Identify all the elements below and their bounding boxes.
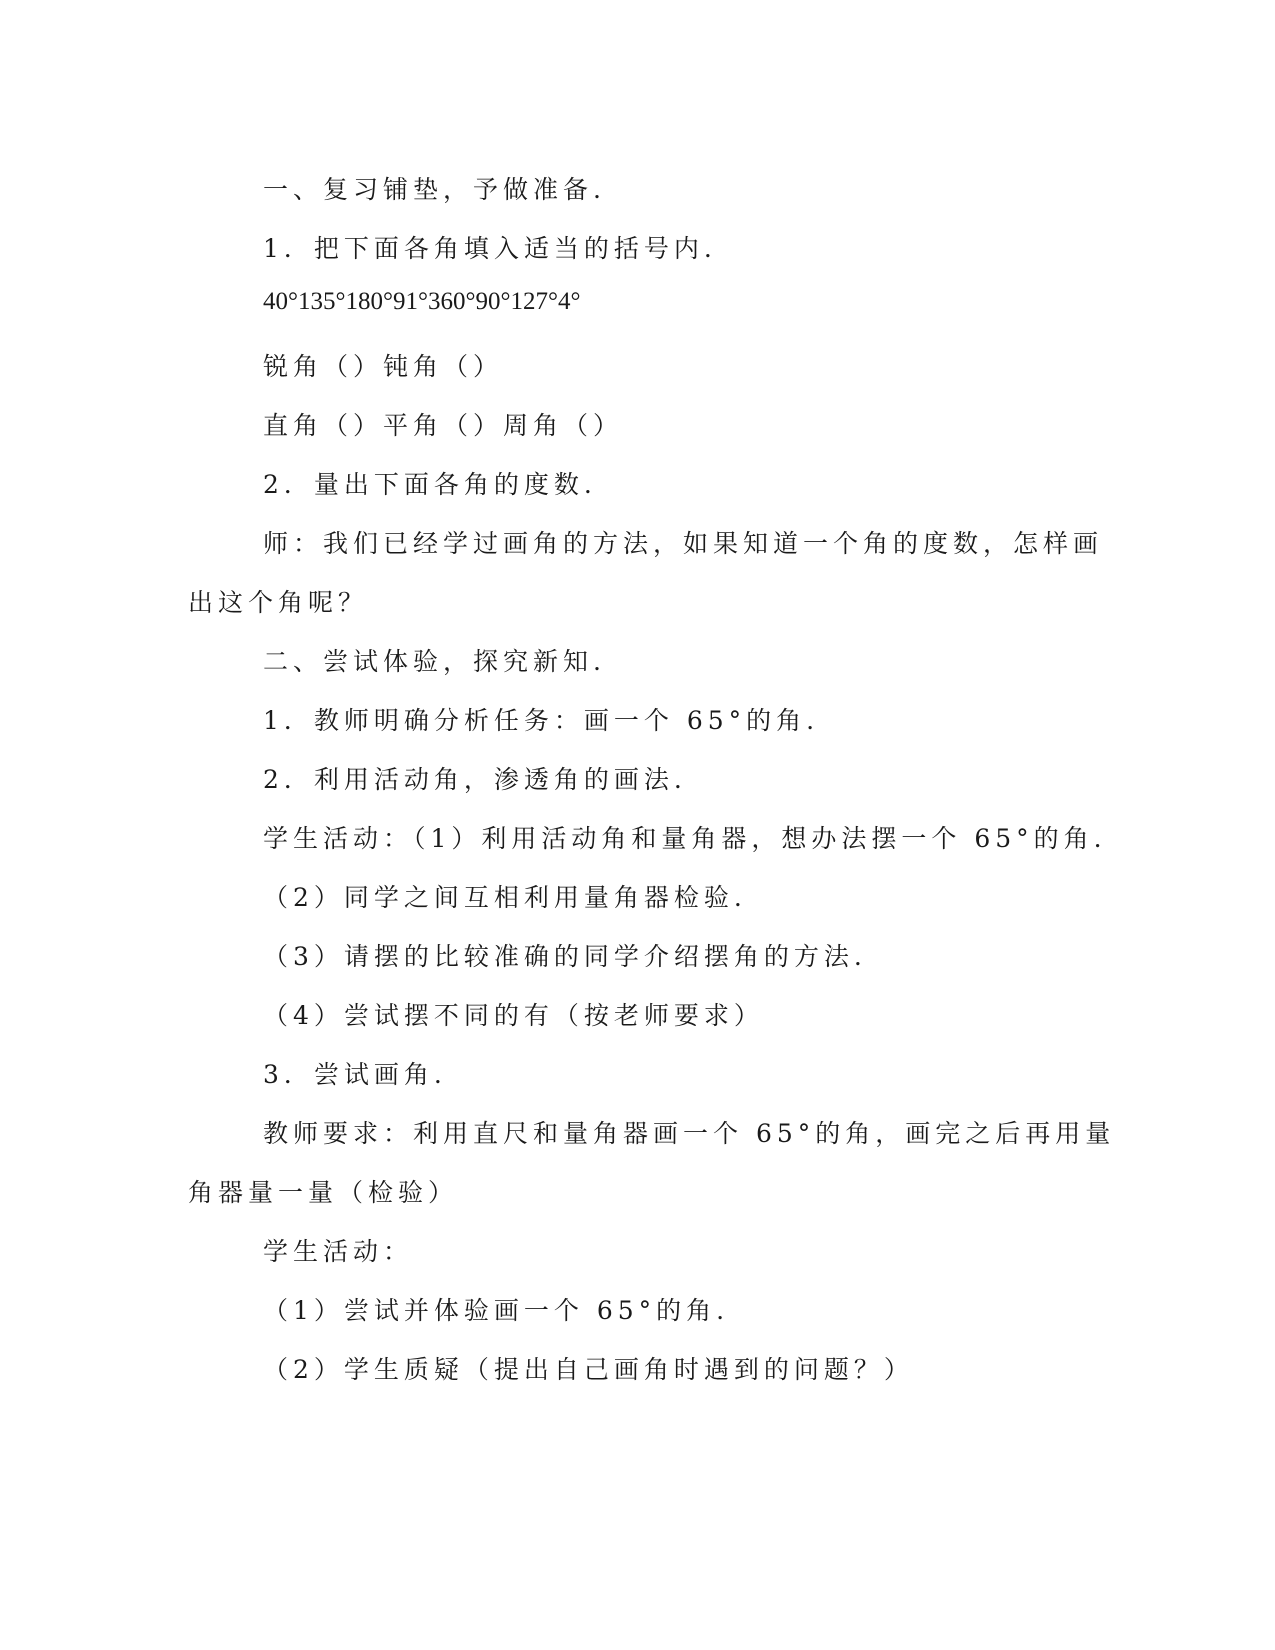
- section-heading-explore: 二、尝试体验，探究新知.: [263, 647, 606, 676]
- angle-category-right-straight-full: 直角（）平角（）周角（）: [263, 411, 624, 440]
- teacher-question-line-1: 师：我们已经学过画角的方法，如果知道一个角的度数，怎样画: [263, 529, 1104, 558]
- exercise-1-instruction: 1．把下面各角填入适当的括号内.: [263, 234, 717, 263]
- student-activity-heading: 学生活动：: [263, 1237, 414, 1266]
- teacher-requirement-line-2: 角器量一量（检验）: [188, 1178, 459, 1207]
- teacher-question-line-2: 出这个角呢？: [188, 588, 369, 617]
- student-activity-4: （4）尝试摆不同的有（按老师要求）: [263, 1001, 764, 1030]
- student-drawing-activity-1: （1）尝试并体验画一个 65°的角.: [263, 1296, 730, 1325]
- task-2-movable-angle: 2．利用活动角，渗透角的画法.: [263, 765, 687, 794]
- student-activity-3: （3）请摆的比较准确的同学介绍摆角的方法.: [263, 942, 867, 971]
- exercise-2-instruction: 2．量出下面各角的度数.: [263, 470, 597, 499]
- student-activity-1: 学生活动：（1）利用活动角和量角器，想办法摆一个 65°的角.: [263, 824, 1107, 853]
- angle-values-list: 40°135°180°91°360°90°127°4°: [263, 288, 581, 315]
- student-activity-2: （2）同学之间互相利用量角器检验.: [263, 883, 747, 912]
- student-drawing-activity-2: （2）学生质疑（提出自己画角时遇到的问题？）: [263, 1355, 914, 1384]
- angle-category-acute-obtuse: 锐角（）钝角（）: [263, 352, 504, 381]
- section-heading-review: 一、复习铺垫，予做准备.: [263, 175, 606, 204]
- task-1-draw-65: 1．教师明确分析任务：画一个 65°的角.: [263, 706, 820, 735]
- task-3-try-drawing: 3．尝试画角.: [263, 1060, 447, 1089]
- teacher-requirement-line-1: 教师要求：利用直尺和量角器画一个 65°的角，画完之后再用量: [263, 1119, 1116, 1148]
